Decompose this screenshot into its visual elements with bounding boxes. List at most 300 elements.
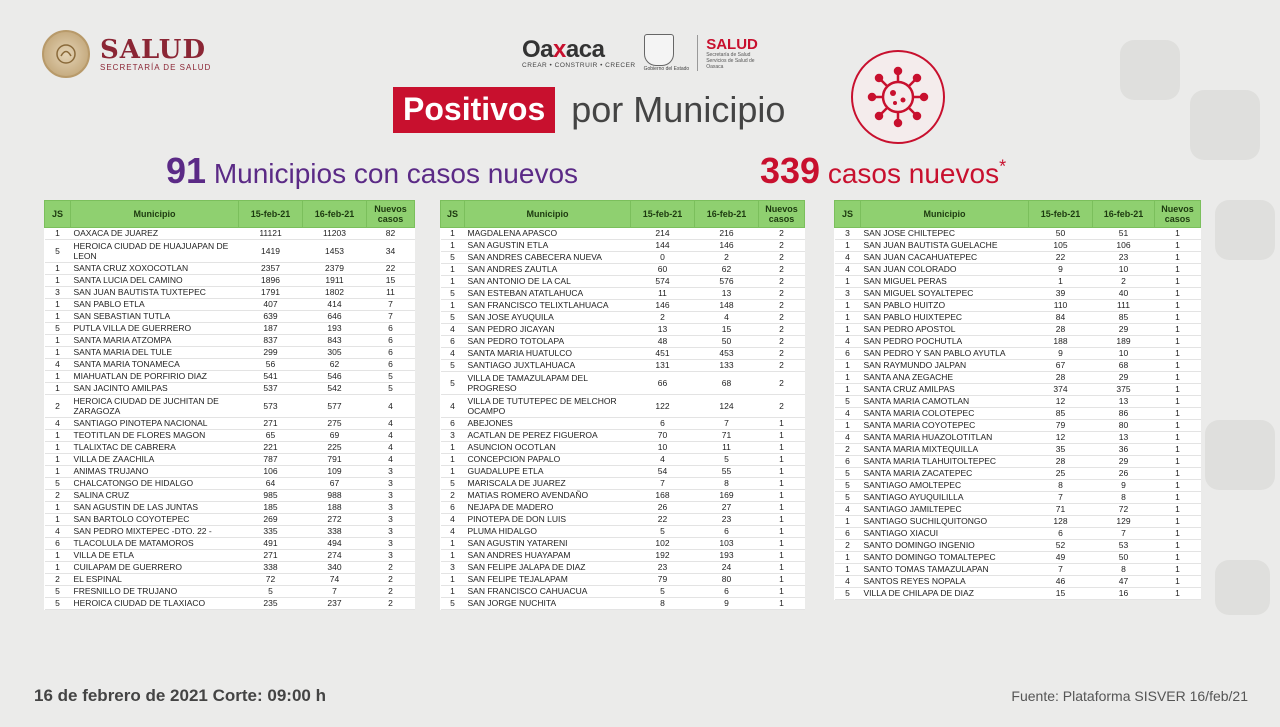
cell-municipio: SANTA ANA ZEGACHE: [861, 372, 1029, 384]
cell-nuevos: 1: [1155, 552, 1201, 564]
cell-date-1: 574: [631, 276, 695, 288]
cell-date-2: 15: [695, 324, 759, 336]
cell-date-1: 335: [239, 526, 303, 538]
cell-js: 1: [835, 372, 861, 384]
cell-date-1: 5: [631, 586, 695, 598]
cell-municipio: SAN JORGE NUCHITA: [465, 598, 631, 610]
cell-js: 4: [441, 514, 465, 526]
cell-nuevos: 34: [367, 240, 415, 263]
title-rest: por Municipio: [571, 89, 786, 130]
table-row: [835, 252, 1201, 264]
cell-municipio: CONCEPCION PAPALO: [465, 454, 631, 466]
table-row: [45, 490, 415, 502]
cell-js: 1: [45, 502, 71, 514]
cell-js: 1: [45, 550, 71, 562]
cell-nuevos: 2: [759, 300, 805, 312]
cell-municipio: ANIMAS TRUJANO: [71, 466, 239, 478]
cell-municipio: SANTA MARIA DEL TULE: [71, 347, 239, 359]
cell-js: 1: [45, 466, 71, 478]
cell-date-2: 68: [1093, 360, 1155, 372]
cell-date-1: 39: [1029, 288, 1093, 300]
cell-nuevos: 6: [367, 347, 415, 359]
cell-municipio: SAN ANTONIO DE LA CAL: [465, 276, 631, 288]
cell-municipio: SAN ANDRES HUAYAPAM: [465, 550, 631, 562]
table-row: [835, 492, 1201, 504]
cell-js: 5: [45, 598, 71, 610]
cell-date-1: 269: [239, 514, 303, 526]
cell-date-1: 573: [239, 395, 303, 418]
cell-date-2: 27: [695, 502, 759, 514]
table-row: [835, 432, 1201, 444]
cell-date-2: 546: [303, 371, 367, 383]
municipios-count: 91: [166, 150, 207, 191]
cell-js: 6: [441, 502, 465, 514]
cell-date-1: 7: [1029, 492, 1093, 504]
cell-date-1: 235: [239, 598, 303, 610]
cell-date-2: 23: [695, 514, 759, 526]
cell-municipio: SAN PABLO HUIXTEPEC: [861, 312, 1029, 324]
cell-nuevos: 3: [367, 490, 415, 502]
cell-js: 1: [441, 264, 465, 276]
cell-date-2: 16: [1093, 588, 1155, 600]
cell-date-1: 106: [239, 466, 303, 478]
cell-date-2: 106: [1093, 240, 1155, 252]
cell-municipio: SAN SEBASTIAN TUTLA: [71, 311, 239, 323]
cell-nuevos: 1: [1155, 588, 1201, 600]
cell-date-1: 79: [1029, 420, 1093, 432]
cell-date-2: 129: [1093, 516, 1155, 528]
table-row: [45, 347, 415, 359]
cell-municipio: VILLA DE CHILAPA DE DIAZ: [861, 588, 1029, 600]
cell-nuevos: 1: [1155, 360, 1201, 372]
cell-date-2: 4: [695, 312, 759, 324]
cell-nuevos: 1: [759, 502, 805, 514]
cell-date-2: 80: [1093, 420, 1155, 432]
table-row: [441, 240, 805, 252]
cell-nuevos: 1: [759, 598, 805, 610]
cell-nuevos: 1: [1155, 384, 1201, 396]
cell-date-1: 168: [631, 490, 695, 502]
cell-date-1: 122: [631, 395, 695, 418]
cell-js: 1: [441, 276, 465, 288]
cell-municipio: HEROICA CIUDAD DE HUAJUAPAN DE LEON: [71, 240, 239, 263]
table-row: [45, 311, 415, 323]
col-municipio: Municipio: [71, 201, 239, 228]
cell-js: 5: [835, 396, 861, 408]
cell-date-1: 15: [1029, 588, 1093, 600]
table-row: [45, 550, 415, 562]
oaxaca-word-x: x: [553, 35, 566, 63]
cell-date-2: 148: [695, 300, 759, 312]
cell-nuevos: 1: [1155, 252, 1201, 264]
cell-nuevos: 4: [367, 442, 415, 454]
cell-js: 3: [835, 228, 861, 240]
cell-date-2: 13: [1093, 396, 1155, 408]
cell-municipio: SAN JUAN BAUTISTA GUELACHE: [861, 240, 1029, 252]
table-row: [835, 552, 1201, 564]
cell-nuevos: 1: [1155, 564, 1201, 576]
table-row: [45, 430, 415, 442]
cell-municipio: SAN FRANCISCO CAHUACUA: [465, 586, 631, 598]
cell-date-2: 133: [695, 360, 759, 372]
cell-municipio: SANTIAGO AYUQUILILLA: [861, 492, 1029, 504]
cell-municipio: SAN PEDRO TOTOLAPA: [465, 336, 631, 348]
cell-date-2: 111: [1093, 300, 1155, 312]
background-decoration: [1215, 200, 1275, 260]
cell-date-2: 26: [1093, 468, 1155, 480]
cell-nuevos: 1: [759, 490, 805, 502]
cell-nuevos: 2: [759, 395, 805, 418]
cell-municipio: SAN JUAN CACAHUATEPEC: [861, 252, 1029, 264]
cell-municipio: SANTA MARIA COYOTEPEC: [861, 420, 1029, 432]
cell-date-2: 55: [695, 466, 759, 478]
cell-date-1: 49: [1029, 552, 1093, 564]
table-row: [441, 395, 805, 418]
cell-municipio: SAN PEDRO Y SAN PABLO AYUTLA: [861, 348, 1029, 360]
cell-date-1: 70: [631, 430, 695, 442]
table-row: [835, 372, 1201, 384]
cell-nuevos: 2: [759, 336, 805, 348]
cell-js: 5: [835, 480, 861, 492]
cell-js: 1: [835, 564, 861, 576]
cell-municipio: SAN PEDRO APOSTOL: [861, 324, 1029, 336]
cell-date-1: 8: [1029, 480, 1093, 492]
table-row: [45, 263, 415, 275]
cell-date-2: 69: [303, 430, 367, 442]
table-row: [441, 300, 805, 312]
cell-municipio: SANTA MARIA ATZOMPA: [71, 335, 239, 347]
cell-date-1: 105: [1029, 240, 1093, 252]
cell-date-1: 7: [631, 478, 695, 490]
col-nuevos: Nuevos casos: [367, 201, 415, 228]
col-date-2: 16-feb-21: [1093, 201, 1155, 228]
cell-date-2: 375: [1093, 384, 1155, 396]
cell-nuevos: 6: [367, 323, 415, 335]
table-row: [45, 228, 415, 240]
table-row: [835, 528, 1201, 540]
cell-js: 2: [45, 574, 71, 586]
cell-date-1: 2357: [239, 263, 303, 275]
table-row: [45, 299, 415, 311]
cell-js: 2: [45, 395, 71, 418]
cell-nuevos: 1: [1155, 456, 1201, 468]
cell-js: 1: [835, 360, 861, 372]
cell-date-2: 9: [1093, 480, 1155, 492]
cell-date-2: 6: [695, 526, 759, 538]
table-row: [835, 564, 1201, 576]
cell-nuevos: 2: [367, 562, 415, 574]
cell-date-2: 109: [303, 466, 367, 478]
cell-date-2: 188: [303, 502, 367, 514]
cell-municipio: SANTA MARIA CAMOTLAN: [861, 396, 1029, 408]
cell-js: 1: [835, 552, 861, 564]
cell-js: 1: [45, 430, 71, 442]
table-row: [45, 287, 415, 299]
cell-js: 4: [835, 252, 861, 264]
cell-nuevos: 1: [1155, 240, 1201, 252]
table-row: [835, 336, 1201, 348]
cell-municipio: PINOTEPA DE DON LUIS: [465, 514, 631, 526]
cell-date-2: 103: [695, 538, 759, 550]
cell-date-2: 193: [695, 550, 759, 562]
cell-municipio: SALINA CRUZ: [71, 490, 239, 502]
cell-date-1: 84: [1029, 312, 1093, 324]
cell-nuevos: 1: [1155, 348, 1201, 360]
cell-date-2: 10: [1093, 264, 1155, 276]
cell-date-1: 26: [631, 502, 695, 514]
table-header-row: [441, 201, 805, 228]
cell-nuevos: 3: [367, 502, 415, 514]
cell-municipio: SANTA MARIA TLAHUITOLTEPEC: [861, 456, 1029, 468]
municipios-table-1: [44, 200, 415, 610]
national-seal-icon: [42, 30, 90, 78]
cell-js: 1: [45, 371, 71, 383]
cell-js: 1: [45, 335, 71, 347]
cell-nuevos: 4: [367, 430, 415, 442]
cell-js: 2: [441, 490, 465, 502]
cell-nuevos: 2: [759, 240, 805, 252]
cell-js: 1: [441, 574, 465, 586]
cell-municipio: MARISCALA DE JUAREZ: [465, 478, 631, 490]
col-nuevos: Nuevos casos: [759, 201, 805, 228]
cell-date-2: 453: [695, 348, 759, 360]
cell-date-2: 542: [303, 383, 367, 395]
cell-date-2: 305: [303, 347, 367, 359]
cell-js: 5: [45, 478, 71, 490]
salud-subtitle: SECRETARÍA DE SALUD: [100, 62, 212, 72]
cell-date-2: 67: [303, 478, 367, 490]
table-row: [835, 588, 1201, 600]
cell-date-1: 1419: [239, 240, 303, 263]
cell-date-1: 56: [239, 359, 303, 371]
table-row: [441, 550, 805, 562]
cell-date-2: 10: [1093, 348, 1155, 360]
cell-nuevos: 1: [1155, 264, 1201, 276]
cell-nuevos: 3: [367, 514, 415, 526]
cell-date-2: 414: [303, 299, 367, 311]
col-municipio: Municipio: [861, 201, 1029, 228]
cell-nuevos: 1: [759, 586, 805, 598]
cell-date-1: 1: [1029, 276, 1093, 288]
table-row: [441, 360, 805, 372]
cell-date-1: 214: [631, 228, 695, 240]
cell-js: 6: [441, 336, 465, 348]
table-row: [441, 490, 805, 502]
cell-date-2: 275: [303, 418, 367, 430]
cell-municipio: GUADALUPE ETLA: [465, 466, 631, 478]
cell-municipio: SANTIAGO XIACUI: [861, 528, 1029, 540]
cell-nuevos: 1: [759, 574, 805, 586]
cell-nuevos: 1: [759, 418, 805, 430]
table-row: [45, 323, 415, 335]
oaxaca-logo: [522, 35, 636, 69]
cell-nuevos: 1: [1155, 396, 1201, 408]
cell-municipio: SANTA MARIA MIXTEQUILLA: [861, 444, 1029, 456]
cell-date-2: 47: [1093, 576, 1155, 588]
cell-nuevos: 1: [759, 514, 805, 526]
cell-municipio: SANTIAGO SUCHILQUITONGO: [861, 516, 1029, 528]
cell-date-1: 1791: [239, 287, 303, 299]
cell-nuevos: 7: [367, 311, 415, 323]
table-row: [45, 275, 415, 287]
cell-js: 2: [835, 540, 861, 552]
cell-date-2: 791: [303, 454, 367, 466]
cell-date-2: 72: [1093, 504, 1155, 516]
cell-date-2: 124: [695, 395, 759, 418]
cell-nuevos: 1: [759, 442, 805, 454]
cell-date-1: 6: [631, 418, 695, 430]
cell-date-2: 2379: [303, 263, 367, 275]
cell-nuevos: 2: [759, 264, 805, 276]
cell-date-1: 28: [1029, 324, 1093, 336]
cell-js: 5: [441, 252, 465, 264]
cell-js: 4: [441, 395, 465, 418]
cell-js: 1: [45, 263, 71, 275]
salud-wordmark: SALUD: [100, 34, 207, 65]
cell-js: 3: [441, 430, 465, 442]
cell-municipio: SANTA LUCIA DEL CAMINO: [71, 275, 239, 287]
cell-municipio: CUILAPAM DE GUERRERO: [71, 562, 239, 574]
cell-js: 4: [835, 432, 861, 444]
cell-date-1: 72: [239, 574, 303, 586]
cell-date-1: 271: [239, 550, 303, 562]
cell-date-2: 85: [1093, 312, 1155, 324]
cell-date-1: 23: [631, 562, 695, 574]
oaxaca-salud-sub: Secretaría de Salud Servicios de Salud de Oaxaca: [706, 51, 755, 70]
cell-nuevos: 2: [759, 312, 805, 324]
cell-js: 4: [835, 408, 861, 420]
cell-js: 1: [45, 347, 71, 359]
cell-date-1: 48: [631, 336, 695, 348]
cell-js: 1: [835, 312, 861, 324]
cell-nuevos: 82: [367, 228, 415, 240]
cell-js: 2: [835, 444, 861, 456]
cell-municipio: VILLA DE TUTUTEPEC DE MELCHOR OCAMPO: [465, 395, 631, 418]
cell-municipio: SAN AGUSTIN DE LAS JUNTAS: [71, 502, 239, 514]
cell-js: 1: [441, 300, 465, 312]
oaxaca-logos: [522, 34, 770, 72]
table-row: [45, 466, 415, 478]
cell-js: 1: [441, 538, 465, 550]
cell-js: 4: [835, 336, 861, 348]
cell-js: 6: [835, 528, 861, 540]
table-row: [835, 264, 1201, 276]
cell-date-2: 29: [1093, 372, 1155, 384]
cell-nuevos: 1: [1155, 480, 1201, 492]
cell-nuevos: 1: [1155, 492, 1201, 504]
cell-date-1: 8: [631, 598, 695, 610]
table-row: [441, 526, 805, 538]
cell-nuevos: 3: [367, 526, 415, 538]
cell-date-1: 71: [1029, 504, 1093, 516]
cell-date-1: 407: [239, 299, 303, 311]
cell-nuevos: 1: [759, 454, 805, 466]
cell-nuevos: 1: [1155, 444, 1201, 456]
cell-js: 1: [441, 240, 465, 252]
cell-date-1: 50: [1029, 228, 1093, 240]
cell-municipio: SANTIAGO AMOLTEPEC: [861, 480, 1029, 492]
cell-nuevos: 1: [1155, 228, 1201, 240]
cell-nuevos: 22: [367, 263, 415, 275]
background-decoration: [1120, 40, 1180, 100]
gobierno-label: Gobierno del Estado: [643, 66, 690, 72]
cell-date-1: 12: [1029, 396, 1093, 408]
cell-date-1: 187: [239, 323, 303, 335]
casos-label: casos nuevos: [827, 158, 1000, 189]
oaxaca-salud-word: SALUD: [706, 35, 758, 53]
cell-js: 1: [45, 311, 71, 323]
table-row: [835, 456, 1201, 468]
cell-date-2: 80: [695, 574, 759, 586]
page-title: [393, 87, 785, 133]
cell-date-2: 272: [303, 514, 367, 526]
cell-nuevos: 2: [759, 360, 805, 372]
cell-date-2: 843: [303, 335, 367, 347]
cell-date-1: 1896: [239, 275, 303, 287]
cell-date-1: 451: [631, 348, 695, 360]
table-row: [835, 276, 1201, 288]
cell-municipio: SAN BARTOLO COYOTEPEC: [71, 514, 239, 526]
cell-date-2: 988: [303, 490, 367, 502]
cell-municipio: SANTA CRUZ AMILPAS: [861, 384, 1029, 396]
cell-date-2: 8: [695, 478, 759, 490]
cell-date-2: 646: [303, 311, 367, 323]
cell-municipio: SANTO DOMINGO INGENIO: [861, 540, 1029, 552]
cell-nuevos: 2: [759, 372, 805, 395]
cell-nuevos: 1: [1155, 408, 1201, 420]
cell-municipio: SANTA CRUZ XOXOCOTLAN: [71, 263, 239, 275]
cell-nuevos: 1: [1155, 420, 1201, 432]
cell-municipio: MATIAS ROMERO AVENDAÑO: [465, 490, 631, 502]
oaxaca-word-pre: Oa: [522, 35, 554, 63]
cell-municipio: SAN MIGUEL PERAS: [861, 276, 1029, 288]
cell-date-1: 22: [631, 514, 695, 526]
table-header-row: [835, 201, 1201, 228]
table-row: [45, 359, 415, 371]
cell-date-1: 7: [1029, 564, 1093, 576]
report-date: 16 de febrero de 2021 Corte: 09:00 h: [34, 686, 326, 705]
cell-date-1: 12: [1029, 432, 1093, 444]
cell-date-2: 577: [303, 395, 367, 418]
table-row: [441, 430, 805, 442]
cell-date-2: 24: [695, 562, 759, 574]
table-row: [45, 240, 415, 263]
cell-date-2: 62: [695, 264, 759, 276]
cell-date-1: 131: [631, 360, 695, 372]
cell-js: 4: [441, 348, 465, 360]
cell-date-1: 102: [631, 538, 695, 550]
oaxaca-tagline: CREAR • CONSTRUIR • CRECER: [522, 61, 636, 69]
cell-nuevos: 7: [367, 299, 415, 311]
table-row: [45, 383, 415, 395]
cell-nuevos: 4: [367, 418, 415, 430]
cell-date-2: 13: [695, 288, 759, 300]
cell-js: 1: [45, 514, 71, 526]
cell-nuevos: 1: [1155, 336, 1201, 348]
cell-nuevos: 1: [759, 526, 805, 538]
table-row: [441, 324, 805, 336]
cell-date-1: 60: [631, 264, 695, 276]
cell-js: 3: [441, 562, 465, 574]
cell-js: 3: [835, 288, 861, 300]
cell-date-2: 225: [303, 442, 367, 454]
cell-date-1: 10: [631, 442, 695, 454]
cell-nuevos: 1: [1155, 288, 1201, 300]
casos-count: 339: [760, 150, 821, 191]
cell-date-2: 53: [1093, 540, 1155, 552]
cell-municipio: PUTLA VILLA DE GUERRERO: [71, 323, 239, 335]
table-row: [441, 478, 805, 490]
